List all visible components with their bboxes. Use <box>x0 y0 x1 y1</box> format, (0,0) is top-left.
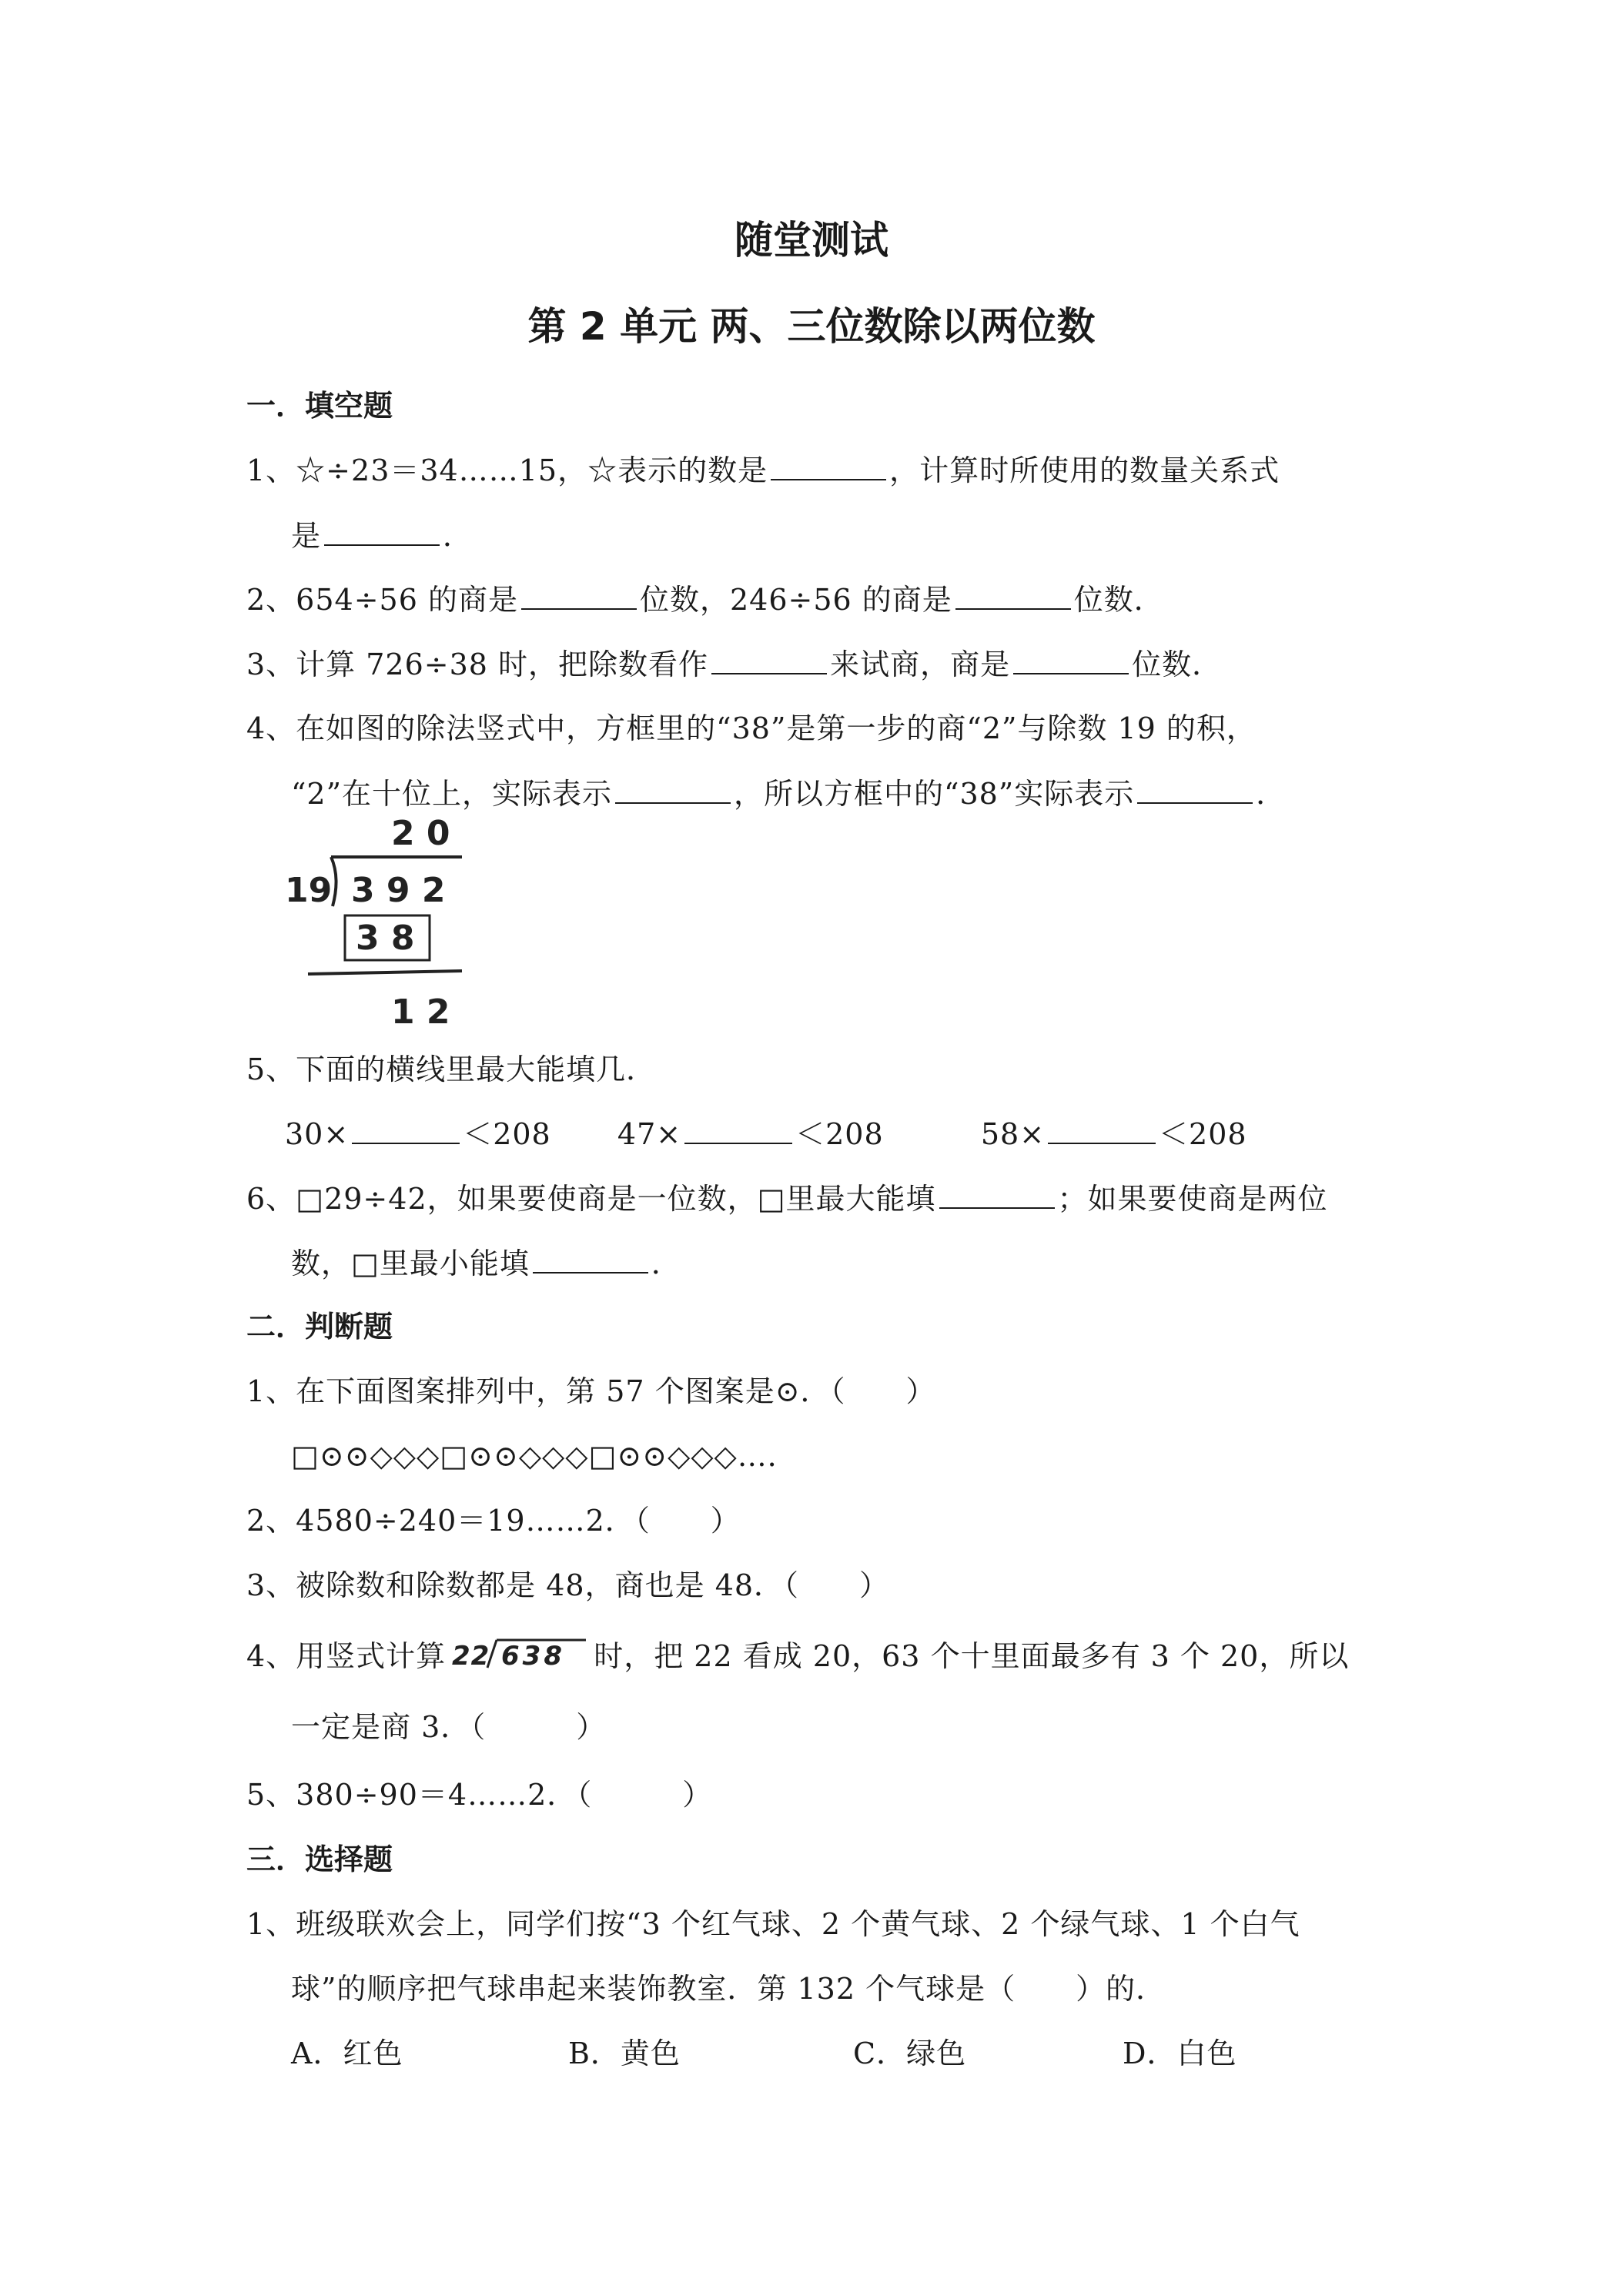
inline-long-division <box>450 1635 589 1672</box>
answer-blank[interactable] <box>352 1118 460 1144</box>
expr-text: ＜208 <box>1159 1117 1247 1151</box>
q-text: ． <box>651 1247 681 1280</box>
expr-text: ＜208 <box>795 1117 884 1151</box>
section-heading-multiple-choice: 三．选择题 <box>246 1842 393 1876</box>
q-text: ，所以方框中的“38”实际表示 <box>734 777 1135 811</box>
q-text: 6、□29÷42，如果要使商是一位数，□里最大能填 <box>246 1182 936 1216</box>
q-text: 是 <box>291 519 322 553</box>
q-text: ． <box>443 519 474 553</box>
section-heading-true-false: 二．判断题 <box>246 1310 393 1344</box>
q-text: ；如果要使商是两位 <box>1057 1182 1328 1216</box>
question-3-1: 1、班级联欢会上，同学们按“3 个红气球、2 个黄气球、2 个绿气球、1 个白气 <box>246 1907 1300 1941</box>
q-text: 1、☆÷23＝34……15，☆表示的数是 <box>246 454 768 487</box>
q-text: “2”在十位上，实际表示 <box>291 777 613 811</box>
q-text: 来试商，商是 <box>830 648 1011 681</box>
question-1-5-expressions <box>285 1110 1247 1153</box>
answer-blank[interactable] <box>324 520 440 546</box>
figure-dividend: 3 9 2 <box>351 871 446 910</box>
question-1-1 <box>246 447 1280 489</box>
answer-blank[interactable] <box>711 648 827 674</box>
figure-remainder: 1 2 <box>391 992 450 1032</box>
page-subtitle: 第 2 单元 两、三位数除以两位数 <box>527 304 1096 349</box>
long-division-figure <box>277 812 470 1036</box>
question-2-4-cont: 一定是商 3．（ ） <box>291 1710 607 1744</box>
question-3-1-cont: 球”的顺序把气球串起来装饰教室．第 132 个气球是（ ）的． <box>291 1972 1166 2006</box>
q-text: 位数，246÷56 的商是 <box>639 583 952 617</box>
q-text: 3、计算 726÷38 时，把除数看作 <box>246 648 709 681</box>
inline-divisor: 22 <box>452 1640 490 1672</box>
figure-quotient: 2 0 <box>391 814 450 853</box>
answer-blank[interactable] <box>533 1247 648 1274</box>
q-text: 4、用竖式计算 <box>246 1639 447 1673</box>
page-title: 随堂测试 <box>735 218 888 263</box>
question-2-3: 3、被除数和除数都是 48，商也是 48．（ ） <box>246 1568 890 1602</box>
q-text: ． <box>1256 777 1287 811</box>
answer-blank[interactable] <box>521 584 637 610</box>
answer-blank[interactable] <box>615 778 731 804</box>
question-2-5: 5、380÷90＝4……2．（ ） <box>246 1778 713 1812</box>
expr-text: 47× <box>617 1117 682 1151</box>
figure-divisor: 19 <box>285 871 333 910</box>
question-2-4 <box>246 1632 1349 1675</box>
expr-text: 58× <box>980 1117 1046 1151</box>
question-1-2 <box>246 576 1164 618</box>
expr-1 <box>285 1117 551 1151</box>
choice-options <box>291 2030 1446 2072</box>
question-1-4: 4、在如图的除法竖式中，方框里的“38”是第一步的商“2”与除数 19 的积， <box>246 711 1257 745</box>
q-text: 时，把 22 看成 20，63 个十里面最多有 3 个 20，所以 <box>594 1639 1350 1673</box>
expr-2 <box>617 1117 884 1151</box>
expr-text: 30× <box>285 1117 350 1151</box>
subtraction-line <box>308 971 462 974</box>
option-d[interactable]: D．白色 <box>1123 2037 1237 2070</box>
q-text: 2、654÷56 的商是 <box>246 583 518 617</box>
question-1-6 <box>246 1175 1328 1217</box>
question-1-1-cont <box>291 512 473 554</box>
question-1-4-cont <box>291 770 1286 812</box>
answer-blank[interactable] <box>939 1183 1055 1209</box>
option-c[interactable]: C．绿色 <box>853 2037 967 2070</box>
answer-blank[interactable] <box>684 1118 792 1144</box>
question-1-6-cont <box>291 1240 681 1282</box>
question-1-3 <box>246 641 1222 683</box>
inline-dividend: 638 <box>501 1640 566 1672</box>
answer-blank[interactable] <box>771 454 886 480</box>
option-a[interactable]: A．红色 <box>291 2037 403 2070</box>
question-2-2: 2、4580÷240＝19……2．（ ） <box>246 1504 741 1538</box>
q-text: 位数． <box>1073 583 1164 617</box>
expr-text: ＜208 <box>463 1117 551 1151</box>
answer-blank[interactable] <box>1048 1118 1156 1144</box>
section-heading-fill-blank: 一．填空题 <box>246 389 393 423</box>
q-text: ，计算时所使用的数量关系式 <box>889 454 1280 487</box>
answer-blank[interactable] <box>955 584 1071 610</box>
expr-3 <box>981 1117 1247 1151</box>
answer-blank[interactable] <box>1013 648 1129 674</box>
question-2-1: 1、在下面图案排列中，第 57 个图案是⊙．（ ） <box>246 1374 936 1408</box>
figure-product: 3 8 <box>356 919 415 958</box>
option-b[interactable]: B．黄色 <box>568 2037 681 2070</box>
answer-blank[interactable] <box>1137 778 1253 804</box>
pattern-sequence: □⊙⊙◇◇◇□⊙⊙◇◇◇□⊙⊙◇◇◇…． <box>291 1439 798 1473</box>
q-text: 数，□里最小能填 <box>291 1247 530 1280</box>
q-text: 位数． <box>1132 648 1223 681</box>
question-1-5: 5、下面的横线里最大能填几． <box>246 1053 657 1086</box>
